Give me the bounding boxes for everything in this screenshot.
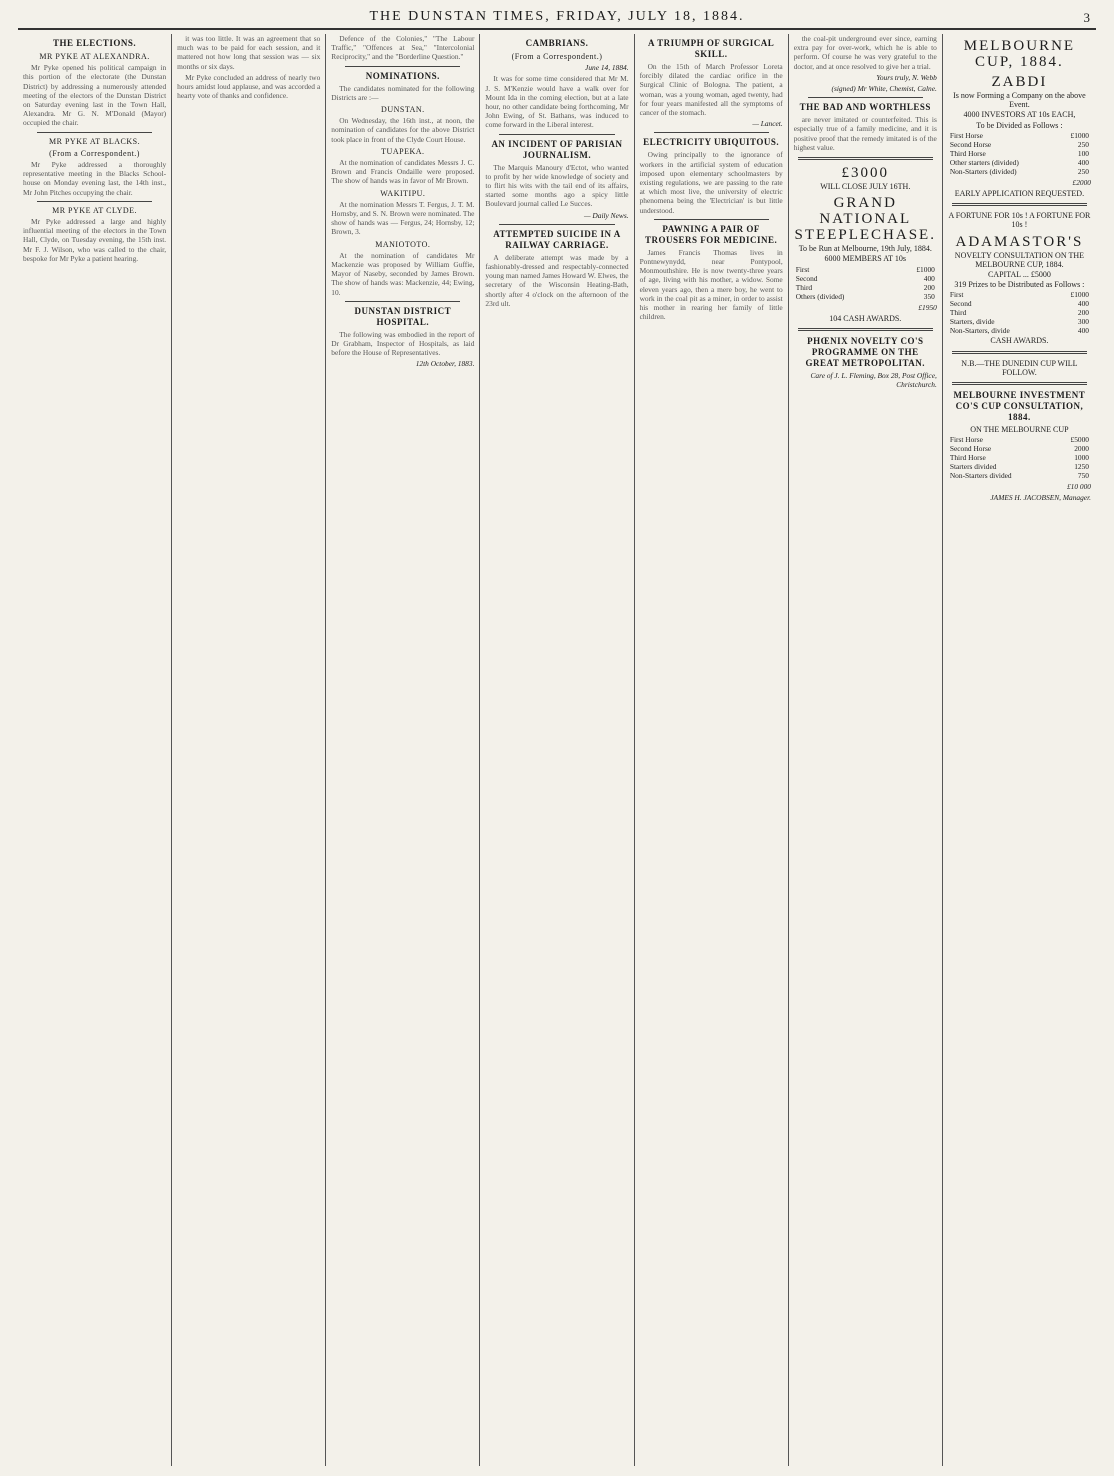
article-paragraph: At the nomination of candidates Mr Mackenzie was proposed by William Guffie, Mayor of Naseby, seconded by James Brown. The show of hands was: Mackenzie, 44; Ewing, 10. <box>331 250 475 297</box>
article-paragraph: James Francis Thomas lives in Pontnewynydd, near Pontypool, Monmouthshire. He is now twenty-three years of age, living with his mother, a widow. Some eleven years ago, then a mere boy, he went to work in the coal pit as a miner, in order to assist his mother in rearing her family of little children. <box>639 247 783 322</box>
table-row: Other starters (divided) 400 <box>949 157 1089 167</box>
table-row: Non-Starters (divided) 250 <box>949 166 1089 176</box>
article-paragraph: Mr Pyke concluded an address of nearly two hours amidst loud applause, and was accorded a hearty vote of thanks and confidence. <box>177 72 321 101</box>
early-application: EARLY APPLICATION REQUESTED. <box>954 189 1085 199</box>
table-row: Third 200 <box>949 308 1089 318</box>
article-paragraph: Mr Pyke addressed a thoroughly representative meeting in the Blacks School-house on Monday evening last, the 14th inst., Mr John Pitches occupying the chair. <box>23 160 167 197</box>
district-tuapeka: TUAPEKA. <box>381 146 425 156</box>
divider <box>798 328 933 331</box>
table-row: Others (divided) 350 <box>795 291 935 301</box>
investors: 4000 INVESTORS AT 10s EACH, <box>963 110 1076 120</box>
article-paragraph: The candidates nominated for the following Districts are :— <box>331 83 475 102</box>
article-paragraph: The following was embodied in the report of Dr Grabham, Inspector of Hospitals, as laid before the House of Representatives. <box>331 329 475 358</box>
cup-title: MELBOURNE CUP, 1884. <box>963 38 1076 70</box>
investment-prize-table <box>948 435 1091 480</box>
cash-awards-heading: CASH AWARDS. <box>990 336 1049 346</box>
table-row: Third Horse 1000 <box>949 453 1089 463</box>
phoenix-heading: PHŒNIX NOVELTY CO'S PROGRAMME ON THE GREAT METROPOLITAN. <box>805 336 926 369</box>
divider <box>798 157 933 160</box>
divider <box>808 97 923 98</box>
article-paragraph: A deliberate attempt was made by a fashionably-dressed and respectably-connected young man named James Howard W. Elwes, the secretary of the Wisconsin Heating-Bath, shortly after 4 o'clock on the afternoon of the 23rd ult. <box>485 252 629 308</box>
table-row: First £1000 <box>949 290 1089 300</box>
adamastor-title: ADAMASTOR'S <box>955 233 1084 250</box>
suicide-attempt-heading: ATTEMPTED SUICIDE IN A RAILWAY CARRIAGE. <box>493 228 621 250</box>
article-paragraph: At the nomination Messrs T. Fergus, J. T. M. Hornsby, and S. N. Brown were nominated. The show of hands was — Fergus, 24; Hornsby, 12; Brown, 3. <box>331 199 475 237</box>
masthead <box>18 6 1096 30</box>
correspondent-note: (From a Correspondent.) <box>511 52 603 61</box>
column-4 <box>480 34 634 1466</box>
cup-total: £2000 <box>1072 177 1091 187</box>
article-paragraph: are never imitated or counterfeited. This is especially true of a family medicine, and it is positive proof that the remedy imitated is of the highest value. <box>793 115 937 152</box>
cambrians-heading: CAMBRIANS. <box>525 38 589 48</box>
table-row: First Horse £5000 <box>949 435 1089 445</box>
article-paragraph: Mr Pyke addressed a large and highly influential meeting of the electors in the Town Hall, Clyde, on Tuesday evening, the 15th inst. Mr F. J. Wilson, who was called to the chair, bespoke for Mr Pyke a patient hearing. <box>23 217 167 263</box>
column-7 <box>943 34 1096 1466</box>
article-paragraph: On Wednesday, the 16th inst., at noon, the nomination of candidates for the above District took place in front of the Clyde Court House. <box>331 116 475 144</box>
divided-note: To be Divided as Follows : <box>976 120 1063 130</box>
column-6 <box>789 34 943 1466</box>
elections-heading: THE ELECTIONS. <box>53 38 137 48</box>
article-paragraph: Owing principally to the ignorance of workers in the artificial system of education imposed upon elementary schoolmasters by existing regulations, we are passing to the rate at which most live, the university of electric phenomena being the 'Electrician' is but little understood. <box>639 150 783 215</box>
source-credit: — Lancet. <box>752 119 783 129</box>
column-2 <box>172 34 326 1466</box>
sweep-prize-table <box>794 265 937 301</box>
surgical-skill-heading: A TRIUMPH OF SURGICAL SKILL. <box>648 38 775 59</box>
address: Care of J. L. Fleming, Box 28, Post Office, Christchurch. <box>810 371 937 390</box>
cup-name: ZABDI <box>991 74 1048 90</box>
column-1 <box>18 34 172 1466</box>
table-row: Second 400 <box>949 299 1089 309</box>
table-row: Third 200 <box>795 282 935 292</box>
signature: (signed) Mr White, Chemist, Calne. <box>831 84 937 94</box>
column-3 <box>326 34 480 1466</box>
divider <box>654 132 769 133</box>
adamastor-prizes-note: 319 Prizes to be Distributed as Follows : <box>954 280 1085 290</box>
divider <box>345 301 460 302</box>
electricity-heading: ELECTRICITY UBIQUITOUS. <box>643 137 780 148</box>
table-row: Second 400 <box>795 273 935 283</box>
article-paragraph: It was for some time considered that Mr M. J. S. M'Kenzie would have a walk over for Mount Ida in the coming election, but at a late hour, no other candidate being forthcoming, Mr John Ewing, of St. Bathans, was induced to come forward in the Liberal interest. <box>485 74 629 130</box>
dunedin-cup-notice: N.B.—THE DUNEDIN CUP WILL FOLLOW. <box>961 358 1078 377</box>
table-row: Non-Starters divided 750 <box>949 471 1089 481</box>
trousers-heading: PAWNING A PAIR OF TROUSERS FOR MEDICINE. <box>644 223 778 245</box>
investment-total: £10 000 <box>1066 482 1091 492</box>
adamastor-subtitle: NOVELTY CONSULTATION ON THE MELBOURNE CUP, 1884. <box>954 250 1085 269</box>
sweep-subtitle: To be Run at Melbourne, 19th July, 1884. <box>798 244 932 254</box>
table-row: Second Horse 2000 <box>949 444 1089 454</box>
divider <box>952 203 1087 206</box>
report-date: 12th October, 1883. <box>415 359 475 369</box>
pyke-blacks-subheading: MR PYKE AT BLACKS. <box>49 136 141 146</box>
sweep-close: WILL CLOSE JULY 16TH. <box>820 182 911 192</box>
adamastor-prize-table <box>948 290 1091 335</box>
dateline: June 14, 1884. <box>585 63 629 73</box>
cash-awards-heading: 104 CASH AWARDS. <box>829 313 902 323</box>
district-dunstan: DUNSTAN. <box>381 105 425 115</box>
adamastor-capital: CAPITAL ... £5000 <box>987 270 1051 280</box>
investment-subtitle: ON THE MELBOURNE CUP <box>970 425 1069 435</box>
article-paragraph: it was too little. It was an agreement that so much was to be paid for each session, and it mattered not how long that session was — six months or six days. <box>177 34 321 71</box>
bad-worthless-heading: THE BAD AND WORTHLESS <box>799 102 931 113</box>
manager-signature: JAMES H. JACOBSEN, Manager. <box>990 493 1091 503</box>
table-row: Starters, divide 300 <box>949 317 1089 327</box>
divider <box>345 66 460 67</box>
sweep-name: GRAND NATIONAL STEEPLECHASE. <box>794 195 936 244</box>
table-row: Starters divided 1250 <box>949 462 1089 472</box>
masthead-title: THE DUNSTAN TIMES, FRIDAY, JULY 18, 1884. <box>369 9 745 24</box>
divider <box>37 201 152 202</box>
divider <box>499 224 614 225</box>
table-row: First Horse £1000 <box>949 130 1089 140</box>
article-paragraph: the coal-pit underground ever since, earning extra pay for over-work, which he is able to perform. Of course he was very grateful to the doctor, and at once resolved to give her a trial. <box>793 34 937 71</box>
investment-title: MELBOURNE INVESTMENT CO'S CUP CONSULTATION, 1884. <box>953 390 1086 423</box>
article-paragraph: Mr Pyke opened his political campaign in this portion of the electorate (the Dunstan District) by addressing a numerously attended meeting of the electors of the Dunstan District on Saturday evening last in the Town Hall, Alexandra. Mr G. N. M'Donald (Mayor) occupied the chair. <box>23 63 167 128</box>
newspaper-columns <box>18 34 1096 1466</box>
table-row: Third Horse 100 <box>949 148 1089 158</box>
district-wakitipu: WAKITIPU. <box>380 188 426 198</box>
hospital-heading: DUNSTAN DISTRICT HOSPITAL. <box>354 305 452 327</box>
cup-prize-table <box>948 131 1091 176</box>
table-row: First £1000 <box>795 264 935 274</box>
signature: Yours truly, N. Webb <box>876 72 937 82</box>
divider <box>952 351 1087 354</box>
table-row: Non-Starters, divide 400 <box>949 326 1089 336</box>
sweep-members: 6000 MEMBERS AT 10s <box>824 254 906 264</box>
pyke-clyde-subheading: MR PYKE AT CLYDE. <box>52 205 138 215</box>
pyke-alexandra-subheading: MR PYKE AT ALEXANDRA. <box>39 52 150 61</box>
source-credit: — Daily News. <box>584 210 629 220</box>
fortune-banner: A FORTUNE FOR 10s ! A FORTUNE FOR 10s ! <box>948 211 1091 230</box>
article-paragraph: The Marquis Manoury d'Ectot, who wanted to profit by her wide knowledge of society and to flirt his wits with the tail end of its affairs, started some months ago a spicy little Boulevard journal called Le Succes. <box>485 162 629 209</box>
divider <box>37 132 152 133</box>
divider <box>952 382 1087 385</box>
sweep-total: £1950 <box>918 302 937 312</box>
article-paragraph: Defence of the Colonies," "The Labour Traffic," "Offences at Sea," "Intercolonial Reciprocity," and the "Borderline Question." <box>331 34 475 62</box>
column-5 <box>635 34 789 1466</box>
district-maniototo: MANIOTOTO. <box>375 239 431 249</box>
page-number: 3 <box>1083 10 1092 25</box>
table-row: Second Horse 250 <box>949 139 1089 149</box>
correspondent-note: (From a Correspondent.) <box>49 148 140 158</box>
article-paragraph: On the 15th of March Professor Loreta forcibly dilated the cardiac orifice in the Surgical Clinic of Bologna. The patient, a woman, was a young woman, aged twenty, had for four years manifested all the symptoms of cancer of the stomach. <box>639 62 783 118</box>
sweep-amount: £3000 <box>841 165 890 182</box>
parisian-journalism-heading: AN INCIDENT OF PARISIAN JOURNALISM. <box>491 138 623 160</box>
divider <box>499 134 614 135</box>
divider <box>654 219 769 220</box>
article-paragraph: At the nomination of candidates Messrs J. C. Brown and Francis Ondaille were proposed. The show of hands was in favor of Mr Brown. <box>331 158 475 186</box>
nominations-heading: NOMINATIONS. <box>365 70 440 81</box>
cup-subtitle: Is now Forming a Company on the above Event. <box>953 91 1086 110</box>
